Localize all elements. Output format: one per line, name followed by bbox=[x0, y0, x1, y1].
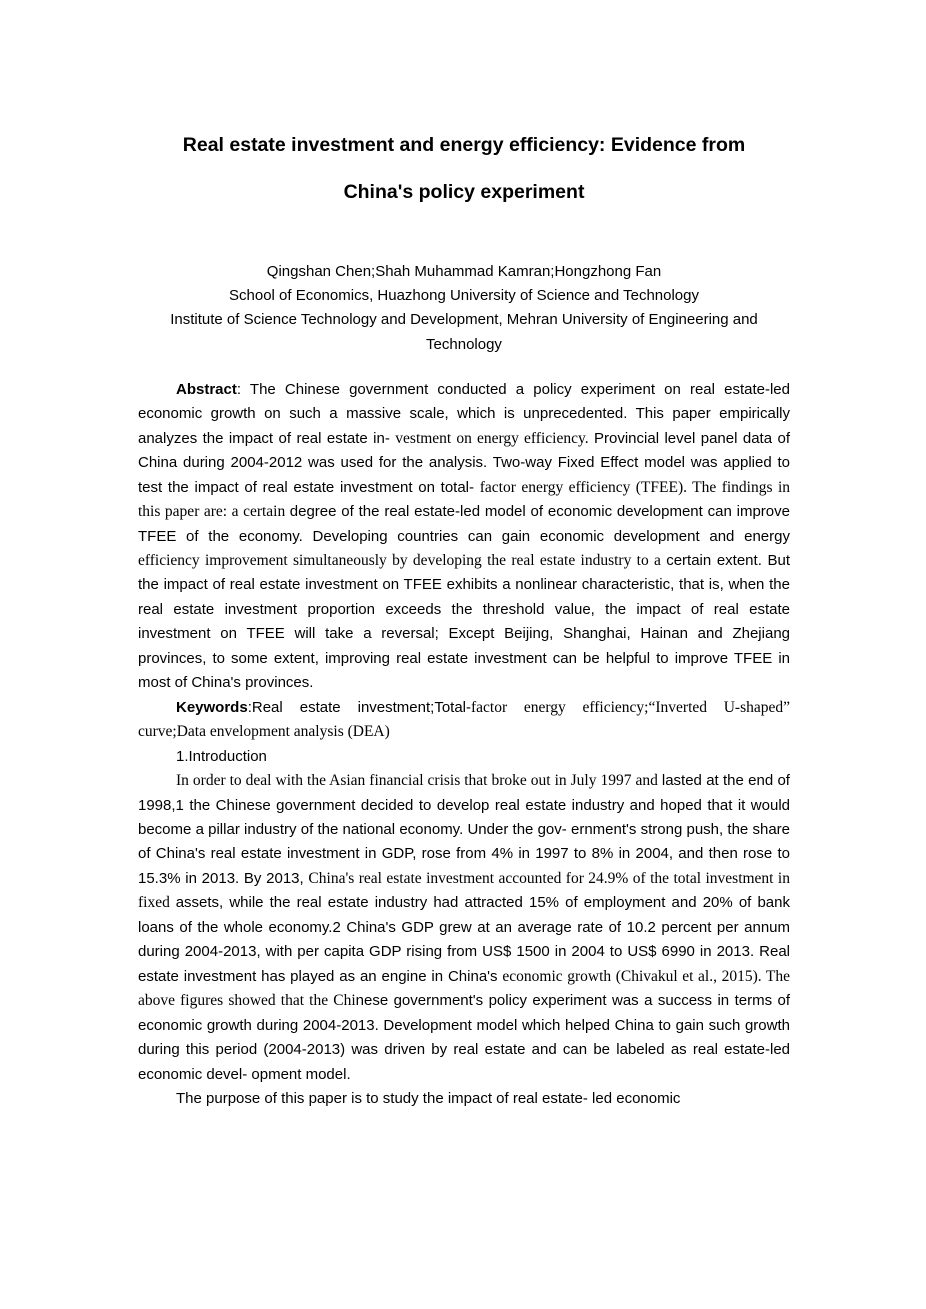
affiliation-2: Institute of Science Technology and Development, Mehran University of Engineering and Technology bbox=[170, 311, 758, 353]
text-segment: In order to deal with the Asian financial crisis that broke out in July 1997 and bbox=[176, 772, 662, 790]
text-segment: factor energy efficiency;“Inverted U-shaped” curve;Data envelopment analysis (DEA) bbox=[138, 698, 791, 741]
text-segment: Abstract bbox=[176, 380, 237, 398]
affiliation-1: School of Economics, Huazhong University of Science and Technology bbox=[229, 287, 699, 305]
introduction-paragraph bbox=[138, 769, 790, 1087]
text-segment: lasted at the end of 1998,1 the Chinese government decided to develop real estate industry and hoped that it would become a pillar industry of the national economy. Under the gov- ernment's strong push, the share of China's real estate investment in GDP, rose from 4% in 1997 to 8% in 2004, and then rose to 15.3% in 2013. By 2013, bbox=[138, 772, 790, 887]
text-segment: China's real estate investment accounted for 24.9% of the total investment in fixed bbox=[138, 869, 790, 912]
text-segment: Provincial level panel data of China during 2004-2012 was used for the analysis. Two-way Fixed Effect model was applied to test the impact of real estate investment on total- bbox=[138, 429, 790, 496]
text-segment: economic growth (Chivakul et al., 2015). The above figures showed that the Chi bbox=[138, 967, 790, 1010]
text-segment: certain extent. But the impact of real estate investment on TFEE exhibits a nonlinear characteristic, that is, when the real estate investment proportion exceeds the threshold value, the impact of real estate investment on TFEE will take a reversal; Except Beijing, Shanghai, Hainan and Zhejiang provinces, to some extent, improving real estate investment can be helpful to improve TFEE in most of China's provinces. bbox=[138, 551, 790, 692]
text-segment: vestment on energy efficiency. bbox=[395, 429, 589, 447]
text-segment: nese government's policy experiment was a success in terms of economic growth during 2004-2013. Development model which helped China to gain such growth during this period (2004-2013) was driven by real estate and can be labeled as real estate-led economic devel- opment model. bbox=[138, 992, 790, 1083]
authors-block bbox=[138, 260, 790, 357]
text-segment: Keywords bbox=[176, 698, 248, 716]
page-content bbox=[138, 0, 790, 1111]
text-segment: factor energy efficiency (TFEE). The findings in this paper are: a certain bbox=[138, 478, 790, 521]
paper-body bbox=[138, 378, 790, 1112]
text-segment: :Real estate investment;Total- bbox=[247, 698, 472, 716]
text-segment: degree of the real estate-led model of economic development can improve TFEE of the economy. Developing countries can gain economic development and energy bbox=[138, 503, 790, 545]
paper-title-line-1: Real estate investment and energy efficiency: Evidence from bbox=[182, 134, 746, 156]
abstract-paragraph bbox=[138, 378, 790, 696]
authors-line: Qingshan Chen;Shah Muhammad Kamran;Hongzhong Fan bbox=[266, 263, 662, 280]
section-heading-introduction: 1.Introduction bbox=[176, 747, 267, 765]
closing-paragraph: The purpose of this paper is to study the impact of real estate- led economic bbox=[176, 1089, 681, 1107]
text-segment: efficiency improvement simultaneously by developing the real estate industry to a bbox=[138, 551, 667, 569]
text-segment: : The Chinese government conducted a policy experiment on real estate-led economic growth on such a massive scale, which is unprecedented. This paper empirically analyzes the impact of real estate in- bbox=[138, 380, 790, 447]
keywords-paragraph bbox=[138, 696, 790, 745]
text-segment: assets, while the real estate industry had attracted 15% of employment and 20% of bank loans of the whole economy.2 China's GDP grew at an average rate of 10.2 percent per annum during 2004-2013, with per capita GDP rising from US$ 1500 in 2004 to US$ 6990 in 2013. Real estate investment has played as an engine in China's bbox=[138, 894, 790, 985]
paper-title-line-2: China's policy experiment bbox=[343, 181, 585, 203]
paper-title bbox=[138, 122, 790, 216]
